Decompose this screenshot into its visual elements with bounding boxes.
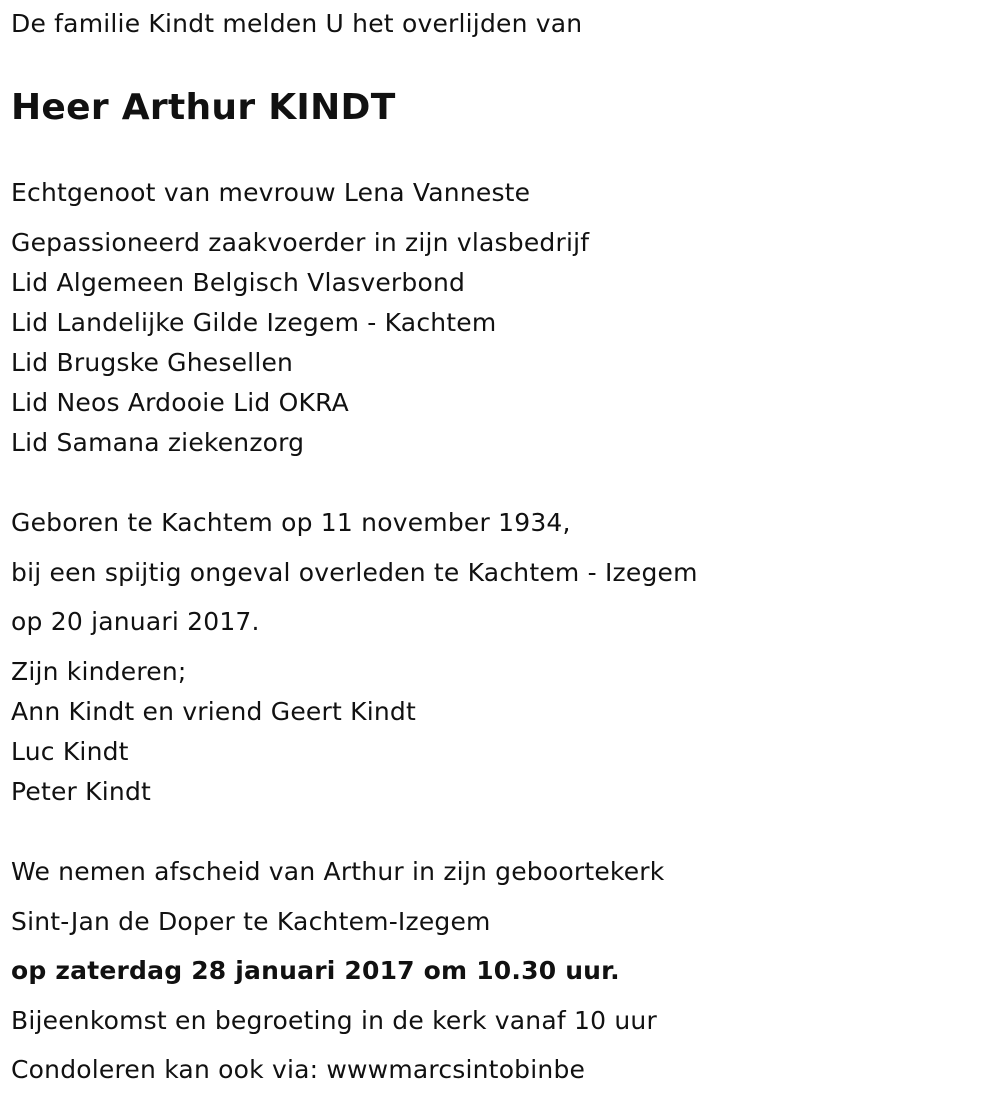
children-heading: Zijn kinderen; [11,657,187,686]
child-item: Ann Kindt en vriend Geert Kindt [11,697,416,726]
condolences-text: Condoleren kan ook via: wwwmarcsintobinbe [11,1055,586,1084]
role-item: Lid Samana ziekenzorg [11,428,305,457]
farewell-text-line1: We nemen afscheid van Arthur in zijn geboortekerk [11,857,665,886]
role-item: Lid Neos Ardooie Lid OKRA [11,388,349,417]
role-item: Lid Landelijke Gilde Izegem - Kachtem [11,308,497,337]
gathering-text: Bijeenkomst en begroeting in de kerk vanaf 10 uur [11,1006,657,1035]
birth-text: Geboren te Kachtem op 11 november 1934, [11,508,571,537]
farewell-text-line2: Sint-Jan de Doper te Kachtem-Izegem [11,907,491,936]
role-item: Lid Algemeen Belgisch Vlasverbond [11,268,466,297]
role-item: Gepassioneerd zaakvoerder in zijn vlasbedrijf [11,228,590,257]
death-text-line2: op 20 januari 2017. [11,607,260,636]
spouse-text: Echtgenoot van mevrouw Lena Vanneste [11,178,531,207]
role-item: Lid Brugske Ghesellen [11,348,294,377]
deceased-name: Heer Arthur KINDT [11,87,396,128]
intro-text: De familie Kindt melden U het overlijden van [11,9,583,38]
farewell-date: op zaterdag 28 januari 2017 om 10.30 uur. [11,956,620,985]
death-text-line1: bij een spijtig ongeval overleden te Kachtem - Izegem [11,558,698,587]
child-item: Luc Kindt [11,737,129,766]
child-item: Peter Kindt [11,777,152,806]
